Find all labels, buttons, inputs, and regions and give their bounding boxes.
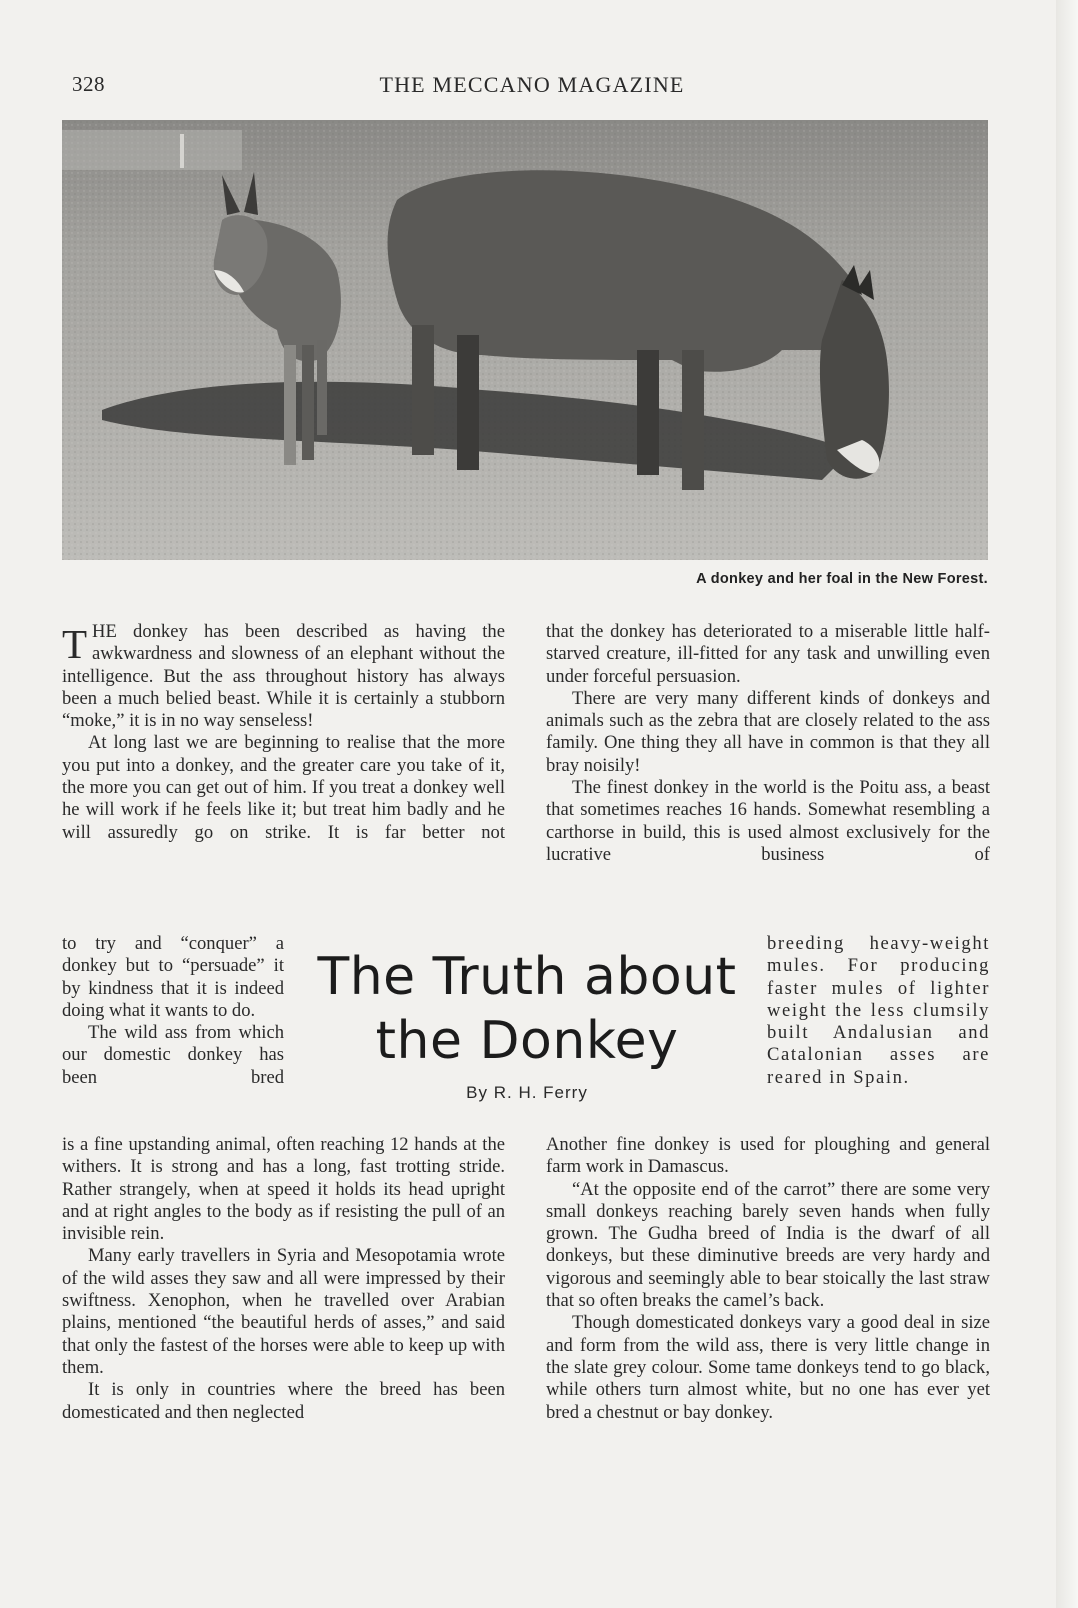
article-column-left-narrow (62, 933, 284, 1089)
paragraph: There are very many different kinds of donkeys and animals such as the zebra that are closely related to the ass family. One thing they all have in common is that they all bray noisily! (546, 687, 990, 776)
article-column-right-bottom (546, 1134, 990, 1424)
photo-caption: A donkey and her foal in the New Forest. (696, 571, 988, 587)
paragraph-text: HE donkey has been described as having the awkwardness and slowness of an elephant without the intelligence. But the ass throughout history has always been a much belied beast. While it is certainly a stubborn “moke,” it is in no way senseless! (62, 621, 505, 732)
article-title-line1: The Truth about (317, 947, 737, 1007)
article-column-right-narrow (767, 933, 990, 1089)
paragraph: Though domesticated donkeys vary a good deal in size and form from the wild ass, there is very little change in the slate grey colour. Some tame donkeys tend to go black, while others turn almost white, but no one has ever yet bred a chestnut or bay donkey. (546, 1312, 990, 1423)
article-column-left-bottom (62, 1134, 505, 1424)
paragraph: It is only in countries where the breed has been domesticated and then neglected (62, 1379, 505, 1423)
paragraph: to try and “conquer” a donkey but to “persuade” it by kindness that it is indeed doing what it wants to do. (62, 933, 284, 1021)
paragraph: Many early travellers in Syria and Mesopotamia wrote of the wild asses they saw and all were impressed by their swiftness. Xenophon, when he travelled over Arabian plains, mentioned “the beautiful herds of asses,” and said that only the fastest of the horses were able to keep up with them. (62, 1245, 505, 1378)
article-column-left-top (62, 621, 505, 844)
paragraph: The finest donkey in the world is the Poitu ass, a beast that sometimes reaches 16 hands. Somewhat resembling a carthorse in build, this is used almost exclusively for the lucrative business of (546, 777, 990, 865)
page-number: 328 (72, 72, 105, 96)
article-title-block (300, 945, 754, 1103)
paragraph: The wild ass from which our domestic donkey has been bred (62, 1022, 284, 1088)
magazine-title: THE MECCANO MAGAZINE (379, 72, 685, 97)
page-edge (1056, 0, 1078, 1608)
donkey-photo (62, 120, 988, 560)
paragraph: “At the opposite end of the carrot” there are some very small donkeys reaching barely seven hands when fully grown. The Gudha breed of India is the dwarf of all donkeys, but these diminutive breeds are very hardy and vigorous and seemingly able to bear stoically the last straw that so often breaks the camel’s back. (546, 1178, 990, 1312)
paragraph-intro (62, 621, 505, 732)
byline: By R. H. Ferry (466, 1083, 588, 1102)
drop-cap: T (62, 621, 88, 667)
paragraph: breeding heavy-weight mules. For producing faster mules of lighter weight the less clumsily built Andalusian and Catalonian asses are reared in Spain. (767, 933, 990, 1088)
article-column-right-top (546, 621, 990, 866)
paragraph: that the donkey has deteriorated to a miserable little half-starved creature, ill-fitted for any task and unwilling even under forceful persuasion. (546, 621, 990, 687)
paragraph: At long last we are beginning to realise that the more you put into a donkey, and the greater care you take of it, the more you can get out of him. If you treat a donkey well he will work if he feels like it; but treat him badly and he will assuredly go on strike. It is far better not (62, 732, 505, 843)
article-title-line2: the Donkey (375, 1011, 679, 1071)
paragraph: is a fine upstanding animal, often reaching 12 hands at the withers. It is strong and has a long, fast trotting stride. Rather strangely, when at speed it holds its head upright and at right angles to the body as if resisting the pull of an invisible rein. (62, 1134, 505, 1245)
paragraph: Another fine donkey is used for ploughing and general farm work in Damascus. (546, 1134, 990, 1178)
page-header (72, 72, 992, 102)
